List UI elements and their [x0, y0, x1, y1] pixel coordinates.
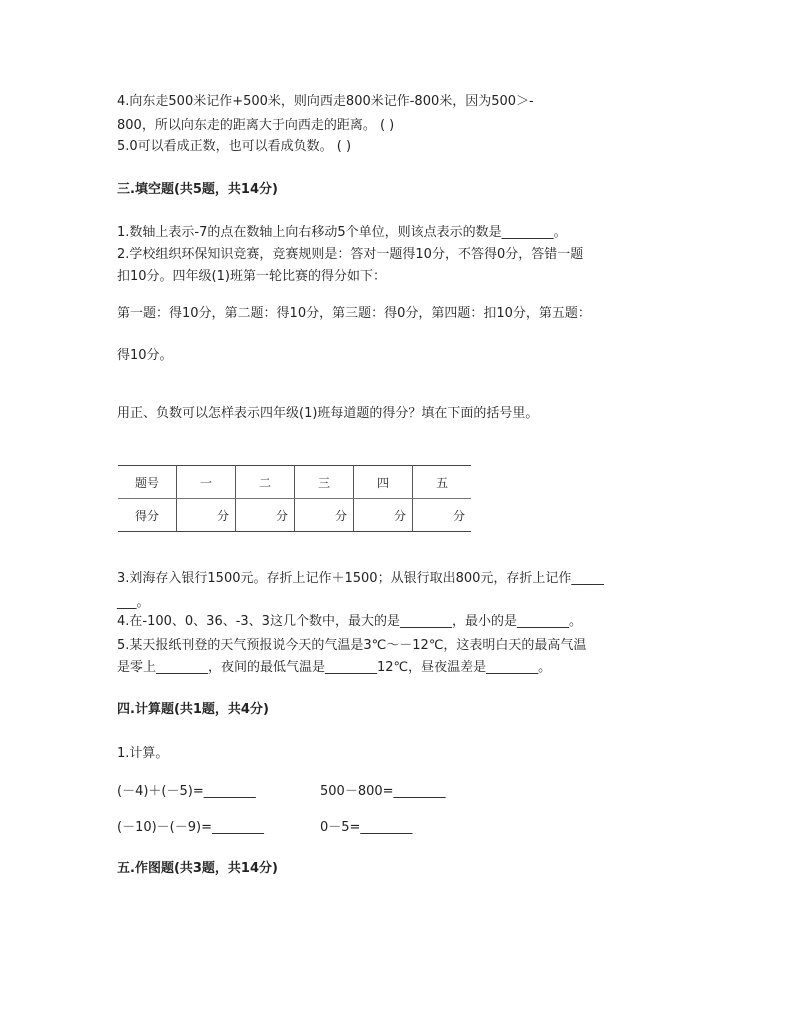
fill-q2-line4: 得10分。	[117, 348, 173, 363]
fill-q3-line2: ___。	[117, 595, 150, 610]
table-cell: 三	[295, 466, 354, 499]
fill-q2-line2: 扣10分。四年级(1)班第一轮比赛的得分如下：	[117, 269, 386, 284]
fill-q2-line3: 第一题：得10分，第二题：得10分，第三题：得0分，第四题：扣10分，第五题：	[117, 306, 591, 321]
fill-q5-line1: 5.某天报纸刊登的天气预报说今天的气温是3℃～－12℃，这表明白天的最高气温	[117, 638, 587, 653]
calc-expr2: 500－800=________	[320, 784, 446, 799]
table-cell: 分	[354, 499, 413, 532]
calc-expr4: 0－5=________	[320, 820, 413, 835]
table-cell: 二	[236, 466, 295, 499]
section3-heading: 三.填空题(共5题，共14分)	[117, 182, 278, 197]
table-cell: 分	[295, 499, 354, 532]
score-table	[118, 465, 471, 532]
calc-q1: 1.计算。	[117, 746, 169, 761]
table-cell: 题号	[118, 466, 177, 499]
tf-q4-line2: 800，所以向东走的距离大于向西走的距离。 ( )	[117, 118, 395, 133]
table-cell: 得分	[118, 499, 177, 532]
tf-q5: 5.0可以看成正数，也可以看成负数。 ( )	[117, 139, 352, 154]
calc-expr1: (－4)＋(－5)=________	[117, 784, 256, 799]
section4-heading: 四.计算题(共1题，共4分)	[117, 702, 269, 717]
fill-q5-line2: 是零上________，夜间的最低气温是________12℃，昼夜温差是________。	[117, 660, 552, 675]
table-cell: 一	[177, 466, 236, 499]
fill-q2-line1: 2.学校组织环保知识竞赛，竞赛规则是：答对一题得10分，不答得0分，答错一题	[117, 247, 584, 262]
table-row	[118, 499, 471, 532]
fill-q2-line5: 用正、负数可以怎样表示四年级(1)班每道题的得分？填在下面的括号里。	[117, 406, 539, 421]
fill-q1: 1.数轴上表示-7的点在数轴上向右移动5个单位，则该点表示的数是________。	[117, 225, 567, 240]
section5-heading: 五.作图题(共3题，共14分)	[117, 861, 278, 876]
calc-expr3: (－10)－(－9)=________	[117, 820, 264, 835]
table-cell: 分	[413, 499, 472, 532]
fill-q4: 4.在-100、0、36、-3、3这几个数中，最大的是________，最小的是________。	[117, 614, 582, 629]
tf-q4-line1: 4.向东走500米记作+500米，则向西走800米记作-800米，因为500＞-	[117, 94, 534, 109]
fill-q3-line1: 3.刘海存入银行1500元。存折上记作＋1500；从银行取出800元，存折上记作_____	[117, 571, 604, 586]
table-header-row	[118, 466, 471, 499]
table-cell: 五	[413, 466, 472, 499]
table-cell: 四	[354, 466, 413, 499]
table-cell: 分	[236, 499, 295, 532]
table-cell: 分	[177, 499, 236, 532]
